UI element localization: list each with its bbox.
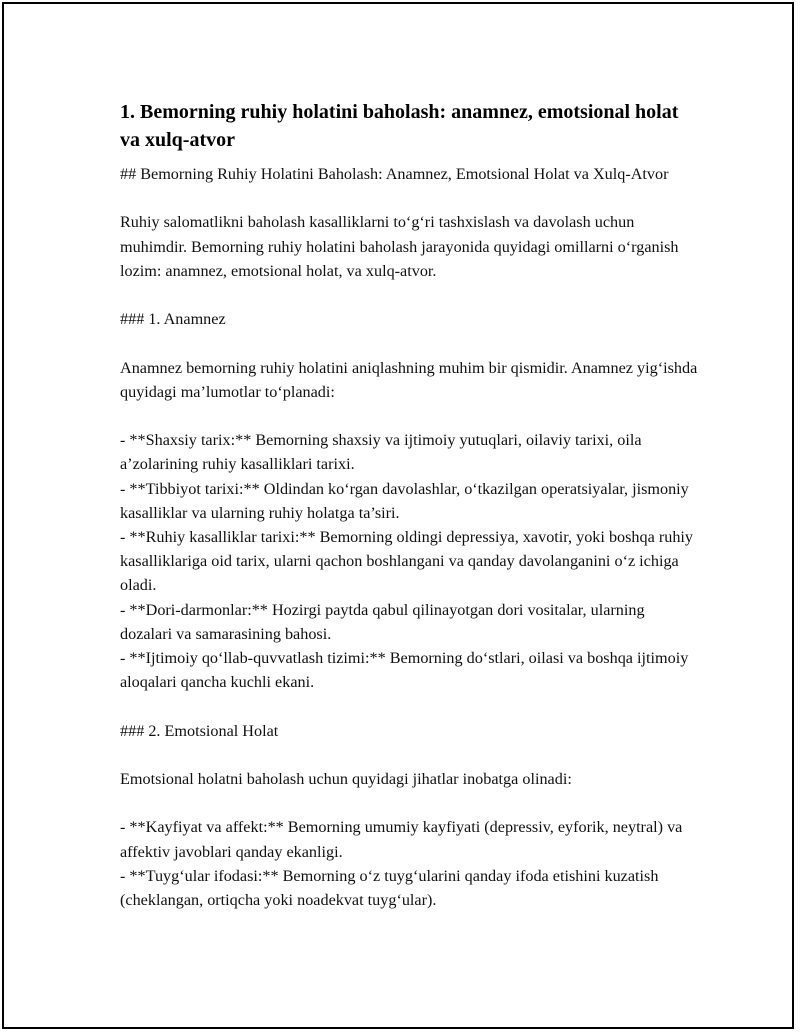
list-item-ijtimoiy-qollab: - **Ijtimoiy qo‘llab-quvvatlash tizimi:** Bemorning do‘stlari, oilasi va boshqa ijtimoiy aloqalari qancha kuchli ekani. [120, 649, 693, 692]
document-title: 1. Bemorning ruhiy holatini baholash: anamnez, emotsional holat va xulq-atvor [120, 101, 679, 151]
page-frame [2, 2, 794, 1029]
list-item-ruhiy-kasalliklar-tarixi: - **Ruhiy kasalliklar tarixi:** Bemorning oldingi depressiya, xavotir, yoki boshqa ruhiy kasalliklariga oid tarix, ularni qachon boshlangani va qanday davolanganini o‘z ichiga oladi. [120, 527, 698, 595]
list-item-shaxsiy-tarix: - **Shaxsiy tarix:** Bemorning shaxsiy va ijtimoiy yutuqlari, oilaviy tarixi, oila a’zolarining ruhiy kasalliklari tarixi. [120, 431, 646, 474]
list-item-dori-darmonlar: - **Dori-darmonlar:** Hozirgi paytda qabul qilinayotgan dori vositalar, ularning dozalari va samarasining bahosi. [120, 600, 649, 643]
section-anamnez-heading: ### 1. Anamnez [120, 310, 226, 329]
intro-paragraph: Ruhiy salomatlikni baholash kasalliklarni to‘g‘ri tashxislash va davolash uchun muhimdir. Bemorning ruhiy holatini baholash jarayonida quyidagi omillarni o‘rganish lozim: anamnez, emotsional holat, va xulq-atvor. [120, 213, 683, 280]
section-emotsional-heading: ### 2. Emotsional Holat [120, 721, 279, 740]
section-anamnez-intro: Anamnez bemorning ruhiy holatini aniqlashning muhim bir qismidir. Anamnez yig‘ishda quyidagi ma’lumotlar to‘planadi: [120, 358, 702, 401]
section-emotsional-intro: Emotsional holatni baholash uchun quyidagi jihatlar inobatga olinadi: [120, 769, 572, 788]
markdown-heading: ## Bemorning Ruhiy Holatini Baholash: Anamnez, Emotsional Holat va Xulq-Atvor [120, 165, 669, 183]
list-item-tuygular: - **Tuyg‘ular ifodasi:** Bemorning o‘z tuyg‘ularini qanday ifoda etishini kuzatish (cheklangan, ortiqcha yoki noadekvat tuyg‘ular). [120, 866, 663, 909]
document-body [120, 98, 700, 912]
list-item-kayfiyat: - **Kayfiyat va affekt:** Bemorning umumiy kayfiyati (depressiv, eyforik, neytral) va affektiv javoblari qanday ekanligi. [120, 818, 687, 861]
list-item-tibbiyot-tarixi: - **Tibbiyot tarixi:** Oldindan ko‘rgan davolashlar, o‘tkazilgan operatsiyalar, jismoniy kasalliklar va ularning ruhiy holatga ta’siri. [120, 479, 693, 522]
